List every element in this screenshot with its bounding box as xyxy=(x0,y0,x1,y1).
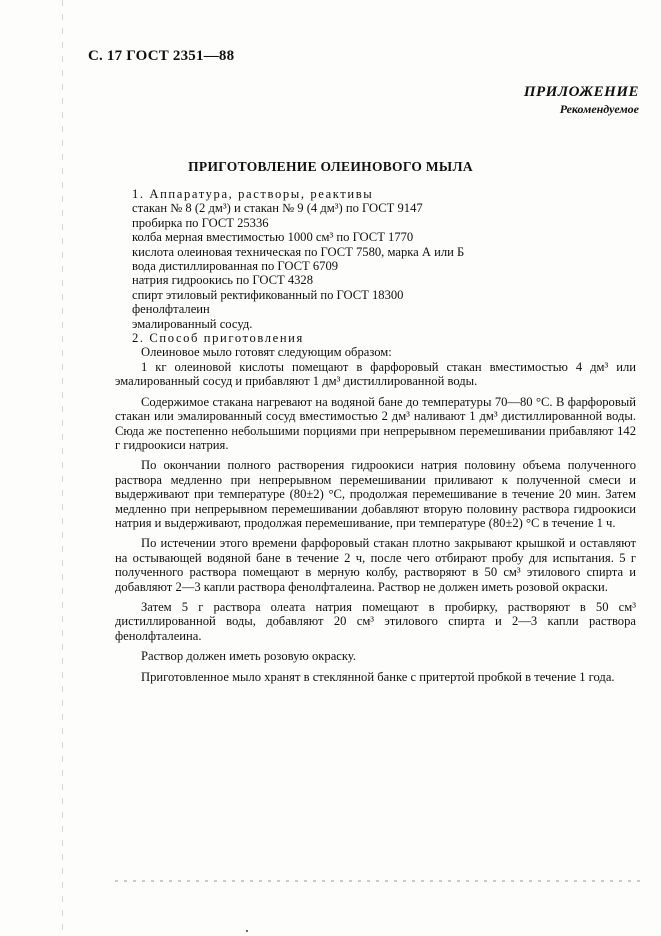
apparatus-item: стакан № 8 (2 дм³) и стакан № 9 (4 дм³) по ГОСТ 9147 xyxy=(132,201,423,216)
scan-speck xyxy=(246,930,248,932)
procedure-paragraph: Приготовленное мыло хранят в стеклянной банке с притертой пробкой в течение 1 года. xyxy=(141,669,615,684)
document-title: ПРИГОТОВЛЕНИЕ ОЛЕИНОВОГО МЫЛА xyxy=(188,159,473,174)
scan-edge-line xyxy=(62,0,63,936)
section-2-heading: 2. Способ приготовления xyxy=(132,331,304,346)
apparatus-item: натрия гидроокись по ГОСТ 4328 xyxy=(132,273,314,288)
procedure-paragraph: Содержимое стакана нагревают на водяной бане до температуры 70—80 °С. В фарфоровый стакан или эмалированный сосуд вместимостью 2 дм³ наливают 1 дм³ дистиллированной воды. Сюда же постепенно небольшими порциями при непрерывном перемешивании прибавляют 142 г гидроокиси натрия. xyxy=(115,394,636,452)
apparatus-item: кислота олеиновая техническая по ГОСТ 7580, марка А или Б xyxy=(132,244,465,259)
apparatus-item: спирт этиловый ректификованный по ГОСТ 18300 xyxy=(132,287,404,302)
document-body xyxy=(115,187,636,684)
procedure-paragraph: Раствор должен иметь розовую окраску. xyxy=(141,649,356,664)
procedure-paragraph: По истечении этого времени фарфоровый стакан плотно закрывают крышкой и оставляют на остывающей водяной бане в течение 2 ч, после чего отбирают пробу для испытания. 5 г полученного раствора помещают в мерную колбу, растворяют в 50 см³ этилового спирта и добавляют 2—3 капли раствора фенолфталеина. Раствор не должен иметь розовой окраски. xyxy=(115,536,636,594)
procedure-paragraph: Затем 5 г раствора олеата натрия помещают в пробирку, растворяют в 50 см³ дистиллированной воды, добавляют 20 см³ этилового спирта и 2—3 капли раствора фенолфталеина. xyxy=(115,599,636,643)
page-header: С. 17 ГОСТ 2351—88 xyxy=(88,48,235,64)
apparatus-item: колба мерная вместимостью 1000 см³ по ГОСТ 1770 xyxy=(132,230,414,245)
appendix-label xyxy=(524,84,639,117)
appendix-note: Рекомендуемое xyxy=(559,102,639,116)
apparatus-item: фенолфталеин xyxy=(132,302,210,317)
apparatus-item: эмалированный сосуд. xyxy=(132,316,253,331)
apparatus-item: вода дистиллированная по ГОСТ 6709 xyxy=(132,259,339,274)
apparatus-item: пробирка по ГОСТ 25336 xyxy=(132,215,269,230)
appendix-title: ПРИЛОЖЕНИЕ xyxy=(523,84,639,100)
section-1-heading: 1. Аппаратура, растворы, реактивы xyxy=(132,187,374,201)
scan-dotted-line xyxy=(115,880,645,882)
procedure-paragraph: 1 кг олеиновой кислоты помещают в фарфоровый стакан вместимостью 4 дм³ или эмалированный сосуд и прибавляют 1 дм³ дистиллированной воды. xyxy=(115,359,636,389)
section-2-intro: Олеиновое мыло готовят следующим образом: xyxy=(141,345,392,360)
procedure-paragraph: По окончании полного растворения гидроокиси натрия половину объема полученного раствора медленно при непрерывном перемешивании приливают к полученной смеси и выдерживают при температуре (80±2) °С, продолжая перемешивание в течение 20 мин. Затем медленно при непрерывном перемешивании добавляют вторую половину раствора гидроокиси натрия и выдерживают, продолжая перемешивание, при температуре (80±2) °С в течение 1 ч. xyxy=(115,458,636,530)
